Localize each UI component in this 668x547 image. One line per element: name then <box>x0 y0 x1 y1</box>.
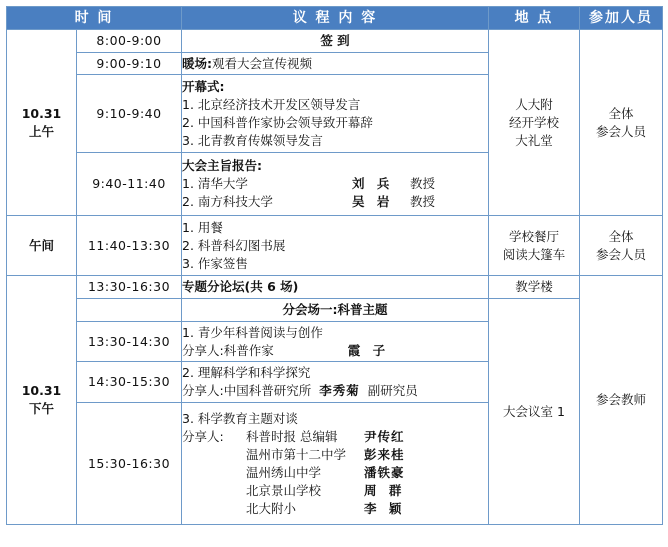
header-row <box>7 7 663 30</box>
am-date: 10.31 <box>21 105 62 121</box>
list-item: 2. 南方科技大学 吴 岩 教授 <box>182 194 436 209</box>
pm-period: 下午 <box>28 401 54 416</box>
am-place: 人大附 经开学校 大礼堂 <box>489 30 580 216</box>
noon-period: 午间 <box>7 216 77 276</box>
pm-date-cell <box>7 276 77 525</box>
list-item: 北京景山学校 周 群 <box>246 482 406 498</box>
noon-time: 11:40-13:30 <box>77 216 182 276</box>
list-item: 温州市第十二中学 彭来桂 <box>246 446 405 462</box>
pm-time-3: 15:30-16:30 <box>77 403 182 525</box>
noon-agenda: 1. 用餐 2. 科普科幻图书展 3. 作家签售 <box>182 216 489 276</box>
pm-blank-time <box>77 299 182 322</box>
pm-place: 大会议室 1 <box>489 299 580 525</box>
am-time-1: 8:00-9:00 <box>77 30 182 53</box>
table-row <box>7 299 663 322</box>
header-agenda: 议 程 内 容 <box>182 7 489 30</box>
noon-place: 学校餐厅 阅读大篷车 <box>489 216 580 276</box>
noon-people: 全体 参会人员 <box>580 216 663 276</box>
am-period: 上午 <box>28 123 54 139</box>
list-item: 温州绣山中学 潘铁豪 <box>246 464 405 480</box>
header-people: 参加人员 <box>580 7 663 30</box>
am-time-2: 9:00-9:10 <box>77 53 182 75</box>
list-item: 1. 清华大学 刘 兵 教授 <box>182 176 436 191</box>
pm-forum-title: 专题分论坛(共 6 场) <box>182 276 489 299</box>
pm-time-1: 13:30-14:30 <box>77 322 182 362</box>
am-agenda-checkin: 签 到 <box>182 30 489 53</box>
am-agenda-opening: 开幕式: 1. 北京经济技术开发区领导发言 2. 中国科普作家协会领导致开幕辞 3. 北青教育传媒领导发言 <box>182 75 489 153</box>
schedule-table <box>6 6 663 525</box>
table-row <box>7 276 663 299</box>
pm-session-3: 3. 科学教育主题对谈 分享人: 科普时报 总编辑 尹传红 温州市第十二中学 彭来桂 温州绣山中学 潘铁豪 北京景山学校 周 群 北大附小 李 颖 <box>182 403 489 525</box>
am-time-3: 9:10-9:40 <box>77 75 182 153</box>
pm-session-title: 分会场一:科普主题 <box>182 299 489 322</box>
pm-people: 参会教师 <box>580 276 663 525</box>
list-item: 北大附小 李 颖 <box>246 500 406 516</box>
pm-forum-time: 13:30-16:30 <box>77 276 182 299</box>
pm-forum-place: 教学楼 <box>489 276 580 299</box>
table-row <box>7 216 663 276</box>
am-time-4: 9:40-11:40 <box>77 153 182 216</box>
list-item: 分享人: 科普时报 总编辑 尹传红 <box>182 428 405 444</box>
header-place: 地 点 <box>489 7 580 30</box>
am-people: 全体 参会人员 <box>580 30 663 216</box>
pm-time-2: 14:30-15:30 <box>77 362 182 403</box>
pm-session-1: 1. 青少年科普阅读与创作 分享人:科普作家 霞 子 <box>182 322 489 362</box>
table-row <box>7 30 663 53</box>
am-date-cell <box>7 30 77 216</box>
header-time: 时 间 <box>7 7 182 30</box>
pm-date: 10.31 <box>21 383 62 398</box>
am-agenda-warmup: 暖场:观看大会宣传视频 <box>182 53 489 75</box>
pm-session-2: 2. 理解科学和科学探究 分享人:中国科普研究所 李秀菊 副研究员 <box>182 362 489 403</box>
am-agenda-keynote: 大会主旨报告: 1. 清华大学 刘 兵 教授 2. 南方科技大学 吴 岩 教授 <box>182 153 489 216</box>
